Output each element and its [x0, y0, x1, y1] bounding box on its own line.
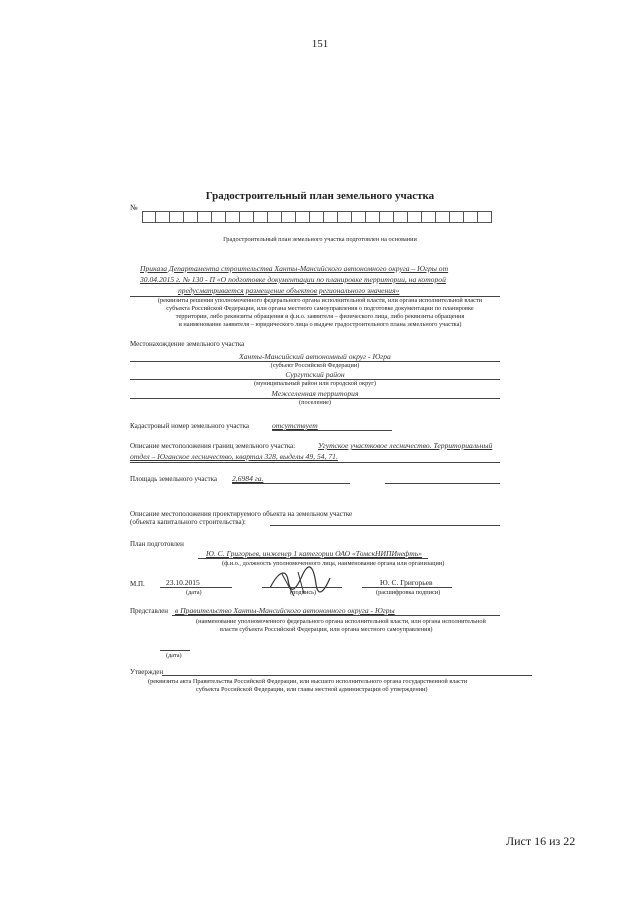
approved-underline — [162, 675, 532, 676]
basis-line-2: 30.04.2015 г. № 130 - П «О подготовке документации по планировке территории, на которой — [140, 275, 446, 284]
date-caption: (дата) — [186, 589, 202, 596]
page-number: 151 — [311, 38, 329, 50]
date2-underline — [160, 650, 190, 651]
area-underline-right — [385, 483, 500, 484]
area-value: 2,6984 га. — [232, 474, 264, 483]
basis-caption-1: (реквизиты решения уполномоченного федерального органа исполнительной власти, или органа исполнительной власти — [157, 297, 483, 304]
object-label-1: Описание местоположения проектируемого объекта на земельном участке — [130, 510, 353, 518]
submitted-caption-2: власти субъекта Российской Федерации, или органа местного самоуправления) — [220, 626, 433, 633]
basis-line-1: Приказа Департамента строительства Ханты-Мансийского автономного округа – Югры от — [140, 264, 449, 273]
signer-caption: (расшифровка подписи) — [376, 589, 441, 596]
signer-underline — [362, 587, 452, 588]
approved-caption-2: субъекта Российской Федерации, или главы местной администрации об утверждении) — [196, 686, 428, 693]
location-label: Местонахождение земельного участка — [130, 340, 245, 348]
object-label-2: (объекта капитального строительства): — [130, 518, 246, 526]
submitted-underline — [172, 615, 500, 616]
area-underline — [232, 483, 350, 484]
cadastral-label: Кадастровый номер земельного участка — [130, 422, 249, 430]
signature-underline — [262, 587, 342, 588]
prepared-caption: (ф.и.о., должность уполномоченного лица, наименование органа или организации) — [222, 560, 445, 567]
prepared-value: Ю. С. Григорьев, инженер 1 категории ОАО «ТомскНИПИнефть» — [206, 549, 422, 558]
approved-label: Утвержден — [130, 668, 164, 676]
submitted-caption-1: (наименование уполномоченного федерального органа исполнительной власти, или органа исполнительной — [196, 618, 486, 625]
boundary-label: Описание местоположения границ земельного участка: — [130, 442, 296, 450]
basis-caption-4: и наименование заявителя – юридического лица о выдаче градостроительного плана земельного участка) — [178, 321, 462, 328]
prepared-label: План подготовлен — [130, 540, 184, 548]
district-caption: (муниципальный район или городской округ) — [254, 380, 376, 387]
settlement-caption: (поселение) — [298, 399, 331, 406]
date-underline — [160, 587, 232, 588]
settlement-value: Межселенная территория — [271, 389, 359, 398]
subject-value: Ханты-Мансийский автономный округ - Югра — [239, 352, 391, 361]
basis-caption-3: территории, либо реквизиты обращения и ф.и.о. заявителя – физического лица, либо реквизиты обращения — [175, 313, 465, 320]
signer-value: Ю. С. Григорьев — [380, 578, 433, 587]
submitted-value: в Правительство Ханты-Мансийского автономного округа - Югры — [175, 606, 395, 615]
date-value: 23.10.2015 — [166, 578, 200, 587]
date2-caption: (дата) — [166, 652, 182, 659]
boundary-underline — [130, 462, 500, 463]
number-cells — [142, 211, 492, 223]
submitted-label: Представлен — [130, 607, 169, 615]
sheet-counter: Лист 16 из 22 — [506, 834, 576, 848]
signature-caption: (подпись) — [290, 589, 317, 596]
document-title: Градостроительный план земельного участка — [205, 190, 435, 202]
cadastral-value: отсутствует — [272, 421, 318, 430]
cadastral-underline — [272, 430, 392, 431]
area-label: Площадь земельного участка — [130, 475, 218, 483]
district-value: Сургутский район — [285, 370, 345, 379]
basis-intro: Градостроительный план земельного участка подготовлен на основании — [223, 236, 417, 243]
prepared-underline — [198, 558, 428, 559]
basis-caption-2: субъекта Российской Федерации, или органа местного самоуправления о подготовке документации по планировке — [166, 305, 474, 312]
boundary-value-1: Угутское участковое лесничество. Территориальный — [318, 441, 493, 450]
mp-label: М.П. — [130, 580, 145, 588]
number-label: № — [130, 203, 138, 212]
approved-caption-1: (реквизиты акта Правительства Российской Федерации, или высшего исполнительного органа государственной власти — [148, 678, 468, 685]
boundary-value-2: отдел – Юганское лесничество, квартал 328, выделы 49, 54, 71. — [130, 452, 338, 461]
object-underline — [270, 525, 500, 526]
basis-line-3: предусматривается размещение объектов регионального значения» — [178, 286, 400, 295]
subject-caption: (субъект Российской Федерации) — [270, 362, 360, 369]
